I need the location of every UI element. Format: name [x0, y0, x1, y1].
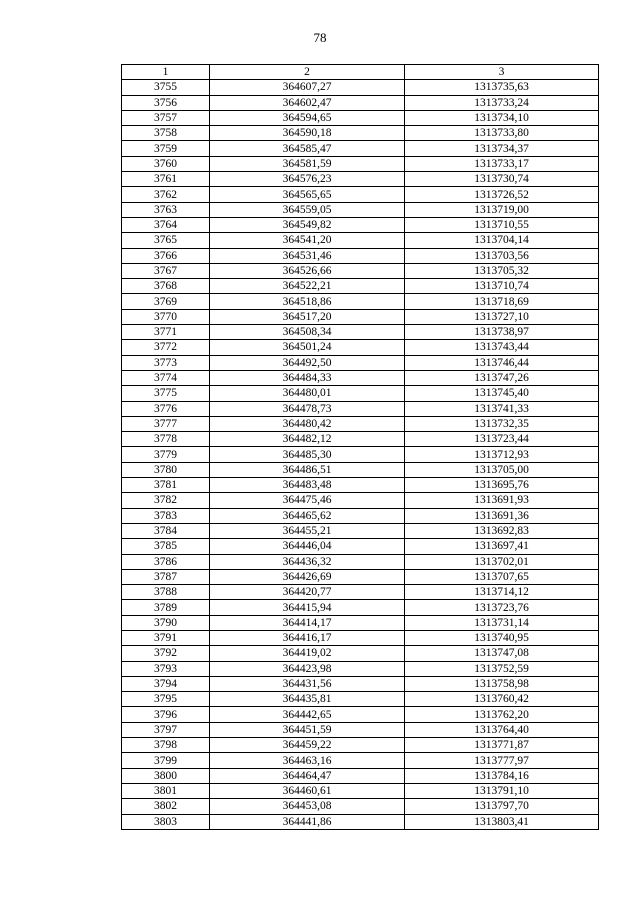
- point-number-cell: 3773: [122, 355, 210, 370]
- x-coordinate-cell: 364416,17: [210, 630, 405, 645]
- point-number-cell: 3783: [122, 508, 210, 523]
- table-row: [122, 80, 599, 95]
- x-coordinate-cell: 364414,17: [210, 615, 405, 630]
- y-coordinate-cell: 1313705,32: [405, 263, 599, 278]
- table-row: [122, 493, 599, 508]
- column-header: 3: [405, 65, 599, 80]
- x-coordinate-cell: 364446,04: [210, 539, 405, 554]
- table-row: [122, 523, 599, 538]
- y-coordinate-cell: 1313745,40: [405, 386, 599, 401]
- y-coordinate-cell: 1313730,74: [405, 172, 599, 187]
- point-number-cell: 3757: [122, 110, 210, 125]
- point-number-cell: 3786: [122, 554, 210, 569]
- y-coordinate-cell: 1313719,00: [405, 202, 599, 217]
- x-coordinate-cell: 364594,65: [210, 110, 405, 125]
- table-row: [122, 462, 599, 477]
- y-coordinate-cell: 1313797,70: [405, 799, 599, 814]
- y-coordinate-cell: 1313760,42: [405, 692, 599, 707]
- x-coordinate-cell: 364485,30: [210, 447, 405, 462]
- table-row: [122, 768, 599, 783]
- point-number-cell: 3780: [122, 462, 210, 477]
- y-coordinate-cell: 1313738,97: [405, 325, 599, 340]
- y-coordinate-cell: 1313732,35: [405, 416, 599, 431]
- point-number-cell: 3763: [122, 202, 210, 217]
- y-coordinate-cell: 1313735,63: [405, 80, 599, 95]
- y-coordinate-cell: 1313703,56: [405, 248, 599, 263]
- point-number-cell: 3793: [122, 661, 210, 676]
- point-number-cell: 3767: [122, 263, 210, 278]
- table-row: [122, 309, 599, 324]
- x-coordinate-cell: 364465,62: [210, 508, 405, 523]
- point-number-cell: 3791: [122, 630, 210, 645]
- y-coordinate-cell: 1313752,59: [405, 661, 599, 676]
- point-number-cell: 3803: [122, 814, 210, 829]
- point-number-cell: 3776: [122, 401, 210, 416]
- table-row: [122, 141, 599, 156]
- point-number-cell: 3796: [122, 707, 210, 722]
- x-coordinate-cell: 364508,34: [210, 325, 405, 340]
- x-coordinate-cell: 364607,27: [210, 80, 405, 95]
- table-row: [122, 370, 599, 385]
- point-number-cell: 3778: [122, 432, 210, 447]
- x-coordinate-cell: 364526,66: [210, 263, 405, 278]
- x-coordinate-cell: 364518,86: [210, 294, 405, 309]
- table-row: [122, 432, 599, 447]
- x-coordinate-cell: 364423,98: [210, 661, 405, 676]
- x-coordinate-cell: 364480,01: [210, 386, 405, 401]
- table-row: [122, 539, 599, 554]
- point-number-cell: 3766: [122, 248, 210, 263]
- table-row: [122, 202, 599, 217]
- table-row: [122, 217, 599, 232]
- x-coordinate-cell: 364517,20: [210, 309, 405, 324]
- y-coordinate-cell: 1313747,26: [405, 370, 599, 385]
- x-coordinate-cell: 364482,12: [210, 432, 405, 447]
- x-coordinate-cell: 364419,02: [210, 646, 405, 661]
- point-number-cell: 3759: [122, 141, 210, 156]
- table-row: [122, 386, 599, 401]
- table-row: [122, 416, 599, 431]
- table-header-row: [122, 65, 599, 80]
- table-row: [122, 630, 599, 645]
- table-row: [122, 738, 599, 753]
- x-coordinate-cell: 364455,21: [210, 523, 405, 538]
- y-coordinate-cell: 1313704,14: [405, 233, 599, 248]
- point-number-cell: 3787: [122, 569, 210, 584]
- x-coordinate-cell: 364475,46: [210, 493, 405, 508]
- y-coordinate-cell: 1313771,87: [405, 738, 599, 753]
- point-number-cell: 3774: [122, 370, 210, 385]
- table-row: [122, 615, 599, 630]
- x-coordinate-cell: 364463,16: [210, 753, 405, 768]
- point-number-cell: 3799: [122, 753, 210, 768]
- x-coordinate-cell: 364453,08: [210, 799, 405, 814]
- x-coordinate-cell: 364559,05: [210, 202, 405, 217]
- table-row: [122, 187, 599, 202]
- x-coordinate-cell: 364442,65: [210, 707, 405, 722]
- table-row: [122, 676, 599, 691]
- y-coordinate-cell: 1313734,37: [405, 141, 599, 156]
- table-row: [122, 95, 599, 110]
- table-row: [122, 126, 599, 141]
- table-row: [122, 279, 599, 294]
- y-coordinate-cell: 1313723,76: [405, 600, 599, 615]
- y-coordinate-cell: 1313731,14: [405, 615, 599, 630]
- x-coordinate-cell: 364501,24: [210, 340, 405, 355]
- point-number-cell: 3775: [122, 386, 210, 401]
- table-row: [122, 585, 599, 600]
- x-coordinate-cell: 364565,65: [210, 187, 405, 202]
- y-coordinate-cell: 1313777,97: [405, 753, 599, 768]
- x-coordinate-cell: 364581,59: [210, 156, 405, 171]
- x-coordinate-cell: 364576,23: [210, 172, 405, 187]
- x-coordinate-cell: 364426,69: [210, 569, 405, 584]
- x-coordinate-cell: 364451,59: [210, 722, 405, 737]
- x-coordinate-cell: 364541,20: [210, 233, 405, 248]
- point-number-cell: 3790: [122, 615, 210, 630]
- y-coordinate-cell: 1313764,40: [405, 722, 599, 737]
- x-coordinate-cell: 364420,77: [210, 585, 405, 600]
- x-coordinate-cell: 364549,82: [210, 217, 405, 232]
- x-coordinate-cell: 364483,48: [210, 478, 405, 493]
- table-row: [122, 753, 599, 768]
- x-coordinate-cell: 364431,56: [210, 676, 405, 691]
- table-row: [122, 508, 599, 523]
- y-coordinate-cell: 1313714,12: [405, 585, 599, 600]
- point-number-cell: 3795: [122, 692, 210, 707]
- point-number-cell: 3758: [122, 126, 210, 141]
- point-number-cell: 3772: [122, 340, 210, 355]
- point-number-cell: 3770: [122, 309, 210, 324]
- y-coordinate-cell: 1313702,01: [405, 554, 599, 569]
- point-number-cell: 3762: [122, 187, 210, 202]
- coordinates-table: [121, 64, 599, 830]
- y-coordinate-cell: 1313707,65: [405, 569, 599, 584]
- table-row: [122, 447, 599, 462]
- table-row: [122, 325, 599, 340]
- y-coordinate-cell: 1313726,52: [405, 187, 599, 202]
- point-number-cell: 3756: [122, 95, 210, 110]
- point-number-cell: 3765: [122, 233, 210, 248]
- x-coordinate-cell: 364590,18: [210, 126, 405, 141]
- y-coordinate-cell: 1313695,76: [405, 478, 599, 493]
- point-number-cell: 3761: [122, 172, 210, 187]
- point-number-cell: 3760: [122, 156, 210, 171]
- y-coordinate-cell: 1313747,08: [405, 646, 599, 661]
- x-coordinate-cell: 364415,94: [210, 600, 405, 615]
- point-number-cell: 3802: [122, 799, 210, 814]
- y-coordinate-cell: 1313710,74: [405, 279, 599, 294]
- point-number-cell: 3785: [122, 539, 210, 554]
- x-coordinate-cell: 364435,81: [210, 692, 405, 707]
- point-number-cell: 3777: [122, 416, 210, 431]
- x-coordinate-cell: 364459,22: [210, 738, 405, 753]
- point-number-cell: 3769: [122, 294, 210, 309]
- y-coordinate-cell: 1313705,00: [405, 462, 599, 477]
- y-coordinate-cell: 1313803,41: [405, 814, 599, 829]
- table-row: [122, 692, 599, 707]
- table-row: [122, 233, 599, 248]
- x-coordinate-cell: 364460,61: [210, 783, 405, 798]
- table-row: [122, 172, 599, 187]
- table-row: [122, 478, 599, 493]
- point-number-cell: 3800: [122, 768, 210, 783]
- y-coordinate-cell: 1313740,95: [405, 630, 599, 645]
- y-coordinate-cell: 1313692,83: [405, 523, 599, 538]
- y-coordinate-cell: 1313733,80: [405, 126, 599, 141]
- point-number-cell: 3801: [122, 783, 210, 798]
- y-coordinate-cell: 1313697,41: [405, 539, 599, 554]
- point-number-cell: 3792: [122, 646, 210, 661]
- column-header: 1: [122, 65, 210, 80]
- point-number-cell: 3782: [122, 493, 210, 508]
- point-number-cell: 3781: [122, 478, 210, 493]
- page-number: 78: [313, 30, 327, 45]
- table-row: [122, 401, 599, 416]
- y-coordinate-cell: 1313710,55: [405, 217, 599, 232]
- x-coordinate-cell: 364464,47: [210, 768, 405, 783]
- y-coordinate-cell: 1313723,44: [405, 432, 599, 447]
- y-coordinate-cell: 1313733,17: [405, 156, 599, 171]
- table-row: [122, 294, 599, 309]
- point-number-cell: 3764: [122, 217, 210, 232]
- y-coordinate-cell: 1313746,44: [405, 355, 599, 370]
- table-row: [122, 661, 599, 676]
- column-header: 2: [210, 65, 405, 80]
- table-row: [122, 569, 599, 584]
- table-row: [122, 554, 599, 569]
- table-row: [122, 248, 599, 263]
- table-row: [122, 783, 599, 798]
- table-row: [122, 340, 599, 355]
- y-coordinate-cell: 1313784,16: [405, 768, 599, 783]
- y-coordinate-cell: 1313733,24: [405, 95, 599, 110]
- table-row: [122, 600, 599, 615]
- x-coordinate-cell: 364441,86: [210, 814, 405, 829]
- table-row: [122, 646, 599, 661]
- point-number-cell: 3789: [122, 600, 210, 615]
- table-row: [122, 814, 599, 829]
- y-coordinate-cell: 1313741,33: [405, 401, 599, 416]
- point-number-cell: 3784: [122, 523, 210, 538]
- table-row: [122, 110, 599, 125]
- x-coordinate-cell: 364492,50: [210, 355, 405, 370]
- x-coordinate-cell: 364436,32: [210, 554, 405, 569]
- table-body: [122, 80, 599, 830]
- point-number-cell: 3794: [122, 676, 210, 691]
- point-number-cell: 3798: [122, 738, 210, 753]
- table-row: [122, 156, 599, 171]
- x-coordinate-cell: 364602,47: [210, 95, 405, 110]
- table-row: [122, 722, 599, 737]
- x-coordinate-cell: 364478,73: [210, 401, 405, 416]
- x-coordinate-cell: 364585,47: [210, 141, 405, 156]
- x-coordinate-cell: 364522,21: [210, 279, 405, 294]
- point-number-cell: 3771: [122, 325, 210, 340]
- y-coordinate-cell: 1313734,10: [405, 110, 599, 125]
- y-coordinate-cell: 1313712,93: [405, 447, 599, 462]
- point-number-cell: 3779: [122, 447, 210, 462]
- x-coordinate-cell: 364486,51: [210, 462, 405, 477]
- point-number-cell: 3768: [122, 279, 210, 294]
- y-coordinate-cell: 1313691,36: [405, 508, 599, 523]
- y-coordinate-cell: 1313691,93: [405, 493, 599, 508]
- y-coordinate-cell: 1313791,10: [405, 783, 599, 798]
- y-coordinate-cell: 1313743,44: [405, 340, 599, 355]
- point-number-cell: 3755: [122, 80, 210, 95]
- y-coordinate-cell: 1313762,20: [405, 707, 599, 722]
- y-coordinate-cell: 1313758,98: [405, 676, 599, 691]
- y-coordinate-cell: 1313727,10: [405, 309, 599, 324]
- table-row: [122, 355, 599, 370]
- x-coordinate-cell: 364531,46: [210, 248, 405, 263]
- x-coordinate-cell: 364480,42: [210, 416, 405, 431]
- point-number-cell: 3797: [122, 722, 210, 737]
- y-coordinate-cell: 1313718,69: [405, 294, 599, 309]
- table-row: [122, 707, 599, 722]
- point-number-cell: 3788: [122, 585, 210, 600]
- table-row: [122, 799, 599, 814]
- x-coordinate-cell: 364484,33: [210, 370, 405, 385]
- table-row: [122, 263, 599, 278]
